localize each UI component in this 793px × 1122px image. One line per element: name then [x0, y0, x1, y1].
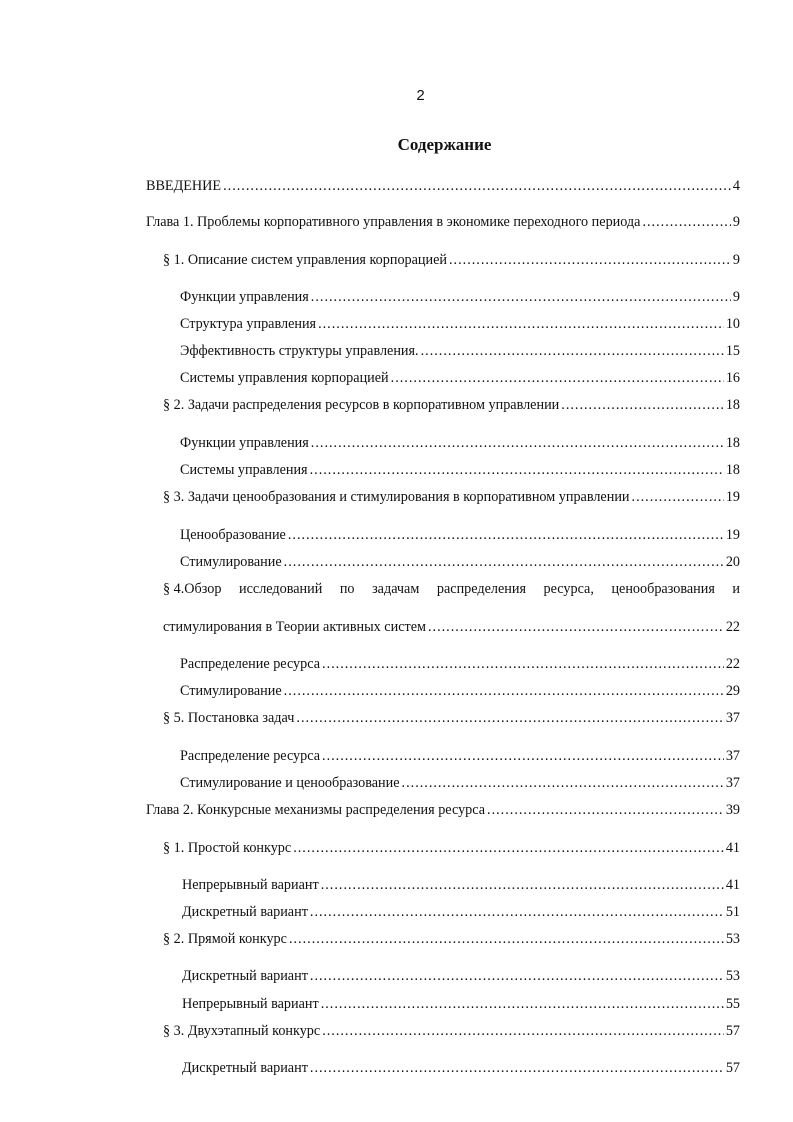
toc-entry-text: Распределение ресурса — [180, 656, 321, 672]
leader-dots — [632, 488, 724, 506]
toc-entry-page: 22 — [725, 656, 740, 672]
toc-entry-text: Системы управления — [180, 462, 308, 478]
toc-entry-subsection[interactable] — [182, 1059, 740, 1077]
toc-entry-subsection[interactable] — [180, 315, 740, 333]
toc-entry-text: Функции управления — [180, 435, 309, 451]
toc-entry-text: Системы управления корпорацией — [180, 370, 389, 386]
leader-dots — [391, 369, 724, 387]
toc-entry-page: 37 — [725, 710, 740, 726]
toc-entry-text: § 2. Прямой конкурс — [163, 931, 287, 947]
toc-entry-text: § 1. Описание систем управления корпорацией — [163, 252, 447, 268]
toc-entry-text: § 3. Двухэтапный конкурс — [163, 1023, 321, 1039]
toc-entry-page: 9 — [732, 289, 740, 305]
toc-entry-page: 53 — [725, 968, 740, 984]
word: исследований — [239, 581, 323, 597]
toc-entry-page: 19 — [725, 527, 740, 543]
toc-entry-page: 9 — [732, 252, 740, 268]
toc-entry-text: § 3. Задачи ценообразования и стимулирования в корпоративном управлении — [163, 489, 630, 505]
toc-entry-page: 18 — [725, 462, 740, 478]
toc-entry-page: 16 — [725, 370, 740, 386]
word: ресурса, — [543, 581, 594, 597]
toc-entry-section-4-line-2[interactable] — [163, 618, 740, 636]
toc-entry-text: Дискретный вариант — [182, 1060, 308, 1076]
toc-entry-page: 41 — [725, 877, 740, 893]
toc-entry-text: стимулирования в Теории активных систем — [163, 619, 426, 635]
toc-entry-page: 57 — [725, 1060, 740, 1076]
toc-entry-page: 10 — [725, 316, 740, 332]
leader-dots — [321, 995, 724, 1013]
toc-entry-page: 15 — [725, 343, 740, 359]
toc-entry-text: Структура управления — [180, 316, 317, 332]
toc-entry-section[interactable] — [163, 396, 740, 414]
leader-dots — [428, 618, 724, 636]
toc-entry-subsection[interactable] — [182, 903, 740, 921]
toc-entry-subsection[interactable] — [180, 342, 740, 360]
toc-entry-subsection[interactable] — [180, 747, 740, 765]
leader-dots — [318, 315, 724, 333]
toc-entry-page: 41 — [725, 840, 740, 856]
toc-entry-text: Стимулирование и ценообразование — [180, 775, 400, 791]
toc-entry-introduction[interactable] — [146, 177, 740, 195]
leader-dots — [322, 747, 724, 765]
toc-entry-text: Эффективность структуры управления. — [180, 343, 419, 359]
toc-entry-text: Стимулирование — [180, 683, 282, 699]
toc-entry-subsection[interactable] — [180, 434, 740, 452]
leader-dots — [310, 1059, 724, 1077]
toc-entry-page: 4 — [732, 178, 740, 194]
toc-entry-section[interactable] — [163, 251, 740, 269]
leader-dots — [421, 342, 724, 360]
toc-entry-page: 51 — [725, 904, 740, 920]
toc-entry-section[interactable] — [163, 930, 740, 948]
leader-dots — [322, 655, 724, 673]
toc-entry-subsection[interactable] — [182, 876, 740, 894]
leader-dots — [289, 930, 724, 948]
leader-dots — [642, 213, 730, 231]
leader-dots — [296, 709, 723, 727]
toc-entry-subsection[interactable] — [180, 369, 740, 387]
toc-entry-text: Распределение ресурса — [180, 748, 321, 764]
toc-entry-text: § 5. Постановка задач — [163, 710, 295, 726]
leader-dots — [561, 396, 724, 414]
toc-entry-page: 18 — [725, 397, 740, 413]
toc-entry-subsection[interactable] — [180, 526, 740, 544]
toc-entry-page: 29 — [725, 683, 740, 699]
toc-entry-text: Глава 2. Конкурсные механизмы распределения ресурса — [146, 802, 486, 818]
toc-entry-subsection[interactable] — [180, 461, 740, 479]
toc-entry-section[interactable] — [163, 709, 740, 727]
toc-entry-text: Глава 1. Проблемы корпоративного управления в экономике переходного периода — [146, 214, 641, 230]
leader-dots — [322, 1022, 724, 1040]
toc-entry-page: 37 — [725, 775, 740, 791]
leader-dots — [293, 839, 724, 857]
toc-entry-text: § 2. Задачи распределения ресурсов в корпоративном управлении — [163, 397, 560, 413]
toc-entry-subsection[interactable] — [180, 682, 740, 700]
toc-entry-text: Функции управления — [180, 289, 309, 305]
toc-entry-page: 57 — [725, 1023, 740, 1039]
leader-dots — [284, 682, 724, 700]
leader-dots — [311, 434, 724, 452]
leader-dots — [310, 461, 724, 479]
toc-entry-text: Стимулирование — [180, 554, 282, 570]
word: распределения — [436, 581, 526, 597]
toc-entry-page: 37 — [725, 748, 740, 764]
toc-entry-section[interactable] — [163, 839, 740, 857]
word: § 4.Обзор — [163, 581, 222, 597]
toc-entry-subsection[interactable] — [180, 655, 740, 673]
leader-dots — [487, 801, 724, 819]
toc-entry-page: 39 — [725, 802, 740, 818]
toc-entry-page: 9 — [732, 214, 740, 230]
toc-entry-section[interactable] — [163, 1022, 740, 1040]
toc-entry-subsection[interactable] — [180, 774, 740, 792]
page-number: 2 — [416, 87, 425, 104]
word: по — [339, 581, 355, 597]
toc-entry-text: Ценообразование — [180, 527, 286, 543]
toc-entry-page: 22 — [725, 619, 740, 635]
toc-entry-section[interactable] — [163, 488, 740, 506]
toc-entry-page: 53 — [725, 931, 740, 947]
toc-entry-page: 18 — [725, 435, 740, 451]
leader-dots — [284, 553, 724, 571]
leader-dots — [310, 903, 724, 921]
toc-entry-text: Непрерывный вариант — [182, 996, 319, 1012]
toc-entry-text: Дискретный вариант — [182, 968, 308, 984]
leader-dots — [321, 876, 724, 894]
leader-dots — [288, 526, 724, 544]
page-title: Содержание — [397, 135, 492, 154]
leader-dots — [310, 967, 724, 985]
word: ценообразования — [611, 581, 715, 597]
toc-entry-text: § 1. Простой конкурс — [163, 840, 292, 856]
word: и — [732, 581, 740, 597]
leader-dots — [223, 177, 731, 195]
toc-entry-chapter-2[interactable] — [146, 801, 740, 819]
toc-entry-page: 55 — [725, 996, 740, 1012]
leader-dots — [311, 288, 731, 306]
leader-dots — [449, 251, 731, 269]
toc-entry-text: Дискретный вариант — [182, 904, 308, 920]
toc-entry-text: ВВЕДЕНИЕ — [146, 178, 222, 194]
leader-dots — [402, 774, 724, 792]
toc-entry-section-4-line-1[interactable] — [163, 580, 740, 598]
word: задачам — [372, 581, 420, 597]
toc-entry-subsection[interactable] — [182, 995, 740, 1013]
toc-entry-chapter-1[interactable] — [146, 213, 740, 231]
toc-entry-page: 20 — [725, 554, 740, 570]
toc-entry-subsection[interactable] — [180, 553, 740, 571]
toc-entry-page: 19 — [725, 489, 740, 505]
toc-entry-subsection[interactable] — [182, 967, 740, 985]
toc-entry-text: Непрерывный вариант — [182, 877, 319, 893]
toc-entry-subsection[interactable] — [180, 288, 740, 306]
